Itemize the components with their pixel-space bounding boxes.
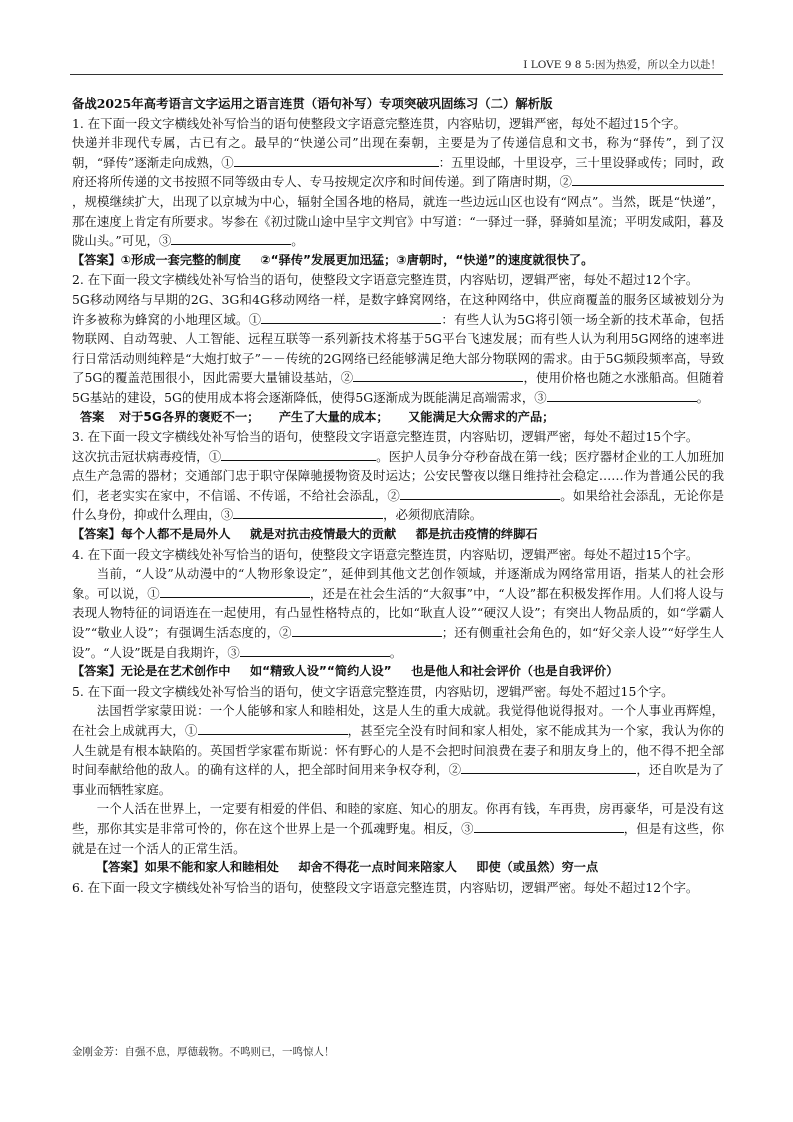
question-5-passage-1 [72,701,724,799]
document-body [72,94,724,897]
q1-text-2: ：五里设邮，十里设亭，三十里设驿或传；同时，政府还将所传递的文书按照不同等级由专人、专马按规定次序和时间传递。到了隋唐时期， [72,154,725,190]
question-5-passage-2 [72,799,724,858]
q2-blank-3[interactable] [547,389,697,402]
q5-blank-3[interactable] [474,820,624,833]
q1-marker-3: ③ [158,233,172,249]
q4-blank-2[interactable] [292,624,442,637]
q5-marker-2: ② [448,762,462,778]
q4-blank-3[interactable] [240,644,390,657]
q1-blank-3[interactable] [171,232,291,245]
q3-blank-2[interactable] [400,487,560,500]
q2-marker-1: ① [248,311,262,327]
q5-answer-3: 即使（或虽然）穷一点 [476,860,599,875]
q3-marker-2: ② [387,487,401,503]
answer-label: 【答案】 [72,664,121,679]
question-1-answer [72,251,724,271]
q1-answer-1: ①形成一套完整的制度 [120,252,241,267]
q2-marker-2: ② [340,370,354,386]
q2-marker-3: ③ [534,389,547,405]
q1-blank-1[interactable] [234,154,439,167]
q3-text-4: ，必须彻底清除。 [383,507,483,523]
q3-text-3: 。如果给社会添乱，无论你是什么身份，抑或什么理由， [72,487,725,523]
q2-text-1: 5G移动网络与早期的2G、3G和4G移动网络一样，是数字蜂窝网络，在这种网络中，供应商覆盖的服务区域被划分为许多被称为蜂窝的小地理区域。 [72,291,724,327]
q3-blank-3[interactable] [233,506,383,519]
q1-marker-2: ② [559,174,572,190]
q2-answer-3: 又能满足大众需求的产品； [408,409,555,424]
q3-marker-3: ③ [220,507,234,523]
q2-text-4: 。 [696,389,710,405]
q4-answer-2: 如“精致人设”“简约人设” [249,664,392,679]
q1-marker-1: ① [221,154,234,170]
question-1-stem: 1. 在下面一段文字横线处补写恰当的语句使整段文字语意完整连贯，内容贴切，逻辑严密，每处不超过15个字。 [72,115,686,131]
header-divider [70,74,723,75]
q3-answer-3: 都是抗击疫情的绊脚石 [415,527,538,542]
q5-text-1: 法国哲学家蒙田说：一个人能够和家人和睦相处，这是人生的重大成就。我觉得他说得报对。一个人事业再辉煌，在社会上成就再大， [72,703,724,738]
q5-marker-3: ③ [461,820,474,836]
q4-marker-1: ① [147,585,160,601]
question-2-stem: 2. 在下面一段文字横线处补写恰当的语句，使整段文字语意完整连贯，内容贴切，逻辑严密，每处不超过12个字。 [72,272,699,288]
q3-text-1: 这次抗击冠状病毒疫情， [72,448,209,464]
q5-answer-2: 却舍不得花一点时间来陪家人 [298,860,457,875]
question-4-passage [72,564,724,662]
question-6-stem: 6. 在下面一段文字横线处补写恰当的语句，使整段文字语意完整连贯，内容贴切，逻辑严密。每处不超过12个字。 [72,879,699,895]
question-5-answer [72,858,724,878]
q2-answer-1: 对于5G各界的褒贬不一； [119,409,260,424]
q1-blank-2[interactable] [572,173,724,186]
question-3-answer [72,525,724,545]
question-5-stem: 5. 在下面一段文字横线处补写恰当的语句，使文字语意完整连贯，内容贴切，逻辑严密。每处不超过15个字。 [72,683,674,699]
q5-text-3: ，还自吹是为了事业而牺牲家庭。 [72,762,725,797]
q5-answer-1: 如果不能和家人和睦相处 [144,860,279,875]
answer-label: 【答案】 [96,860,145,875]
q4-answer-1: 无论是在艺术创作中 [120,664,231,679]
q1-text-3: ，规模继续扩大，出现了以京城为中心，辐射全国各地的格局，就连一些边远山区也设有“网点”。当然，既是“快递”，那在速度上肯定有所要求。岑参在《初过陇山途中呈宇文判官》中写道：“一驿过一驿，驿骑如星流；平明发咸阳，暮及陇山头。”可见， [72,193,724,249]
q4-text-2: ，还是在社会生活的“大叙事”中，“人设”都在积极发挥作用。人们将人设与表现人物特征的词语连在一起使用，有凸显性格特点的，比如“耿直人设”“硬汉人设”；有突出人物品质的，如“学霸人设”“敬业人设”；有强调生活态度的， [72,585,725,641]
q4-text-1: 当前，“人设”从动漫中的“人物形象设定”，延伸到其他文艺创作领域，并逐渐成为网络常用语，指某人的社会形象。可以说， [72,566,724,601]
question-3-stem: 3. 在下面一段文字横线处补写恰当的语句，使整段文字语意完整连贯，内容贴切，逻辑严密，每处不超过15个字。 [72,429,699,445]
q4-marker-3: ③ [227,644,240,660]
q5-text-4: 一个人活在世界上，一定要有相爱的伴侣、和睦的家庭、知心的朋友。你再有钱，车再贵，房再豪华，可是没有这些，那你其实是非常可怜的，你在这个世界上是一个孤魂野鬼。相反， [72,801,724,836]
q5-blank-1[interactable] [198,722,348,735]
question-2-passage [72,290,724,408]
q2-text-3: ，使用价格也随之水涨船高。但随着5G基站的建设，5G的使用成本将会逐渐降低，使得5G逐渐成为既能满足高端需求， [72,370,725,405]
q2-text-2: ：有些人认为5G将引领一场全新的技术革命，包括物联网、自动驾驶、人工智能、远程互联等一系列新技术将基于5G平台飞速发展；而有些人认为利用5G网络的速率进行日常活动则纯粹是“大炮打蚊子”－－传统的2G网络已经能够满足绝大部分物联网的需求。由于5G频段频率高，导致了5G的覆盖范围很小，因此需要大量铺设基站， [72,311,725,386]
q3-text-2: 。医护人员争分夺秒奋战在第一线；医疗器材企业的工人加班加点生产急需的器材；交通部门忠于职守保障驰援物资及时运达；公安民警夜以继日维持社会稳定……作为普通公民的我们，老老实实在家中，不信谣、不传谣，不给社会添乱， [72,448,725,503]
q3-answer-2: 就是对抗击疫情最大的贡献 [249,527,397,542]
q4-text-4: 。 [389,644,403,660]
q4-answer-3: 也是他人和社会评价（也是自我评价） [411,664,619,679]
q5-marker-1: ① [184,723,198,738]
document-title: 备战2025年高考语言文字运用之语言连贯（语句补写）专项突破巩固练习（二）解析版 [72,96,553,111]
q1-text-4: 。 [291,233,304,249]
q4-marker-2: ② [279,625,292,641]
q2-blank-1[interactable] [261,311,441,324]
question-4-answer [72,662,724,682]
answer-label: 【答案】 [72,252,121,267]
q1-text-1: 快递并非现代专属，古已有之。最早的“快递公司”出现在秦朝，主要是为了传递信息和文书，称为“驿传”，到了汉朝，“驿传”逐渐走向成熟， [72,135,724,170]
q4-text-3: ；还有侧重社会角色的，如“好父亲人设”“好学生人设”。“人设”既是自我期许， [72,625,725,660]
q2-blank-2[interactable] [353,369,523,382]
footer-motto: 金刚金芳：自强不息，厚德载物。不鸣则已，一鸣惊人！ [72,1046,335,1058]
question-2-answer [72,408,724,428]
question-3-passage [72,447,724,525]
q3-answer-1: 每个人都不是局外人 [120,527,231,542]
question-4-stem: 4. 在下面一段文字横线处补写恰当的语句，使整段文字语意完整连贯，内容贴切，逻辑严密。每处不超过15个字。 [72,546,699,562]
answer-label: 【答案】 [72,527,121,542]
answer-label: 答案 [80,409,105,424]
q5-blank-2[interactable] [461,761,636,774]
q3-marker-1: ① [208,448,222,464]
q4-blank-1[interactable] [160,585,310,598]
q3-blank-1[interactable] [221,448,376,461]
question-1-passage [72,133,724,251]
q5-text-2: ，甚至完全没有时间和家人相处，家不能成其为一个家，我认为你的人生就是有根本缺陷的。英国哲学家霍布斯说：怀有野心的人是不会把时间浪费在妻子和朋友身上的，他不得不把全部时间奉献给他的敌人。的确有这样的人，把全部时间用来争权夺利， [72,723,725,778]
header-motto: I LOVE 9 8 5:因为热爱，所以全力以赴！ [523,59,721,71]
q1-answer-2: ②“驿传”发展更加迅猛；③唐朝时，“快递”的速度就很快了。 [260,252,594,267]
q2-answer-2: 产生了大量的成本； [278,409,389,424]
q5-text-5: ，但是有这些，你就是在过一个活人的正常生活。 [72,820,725,856]
